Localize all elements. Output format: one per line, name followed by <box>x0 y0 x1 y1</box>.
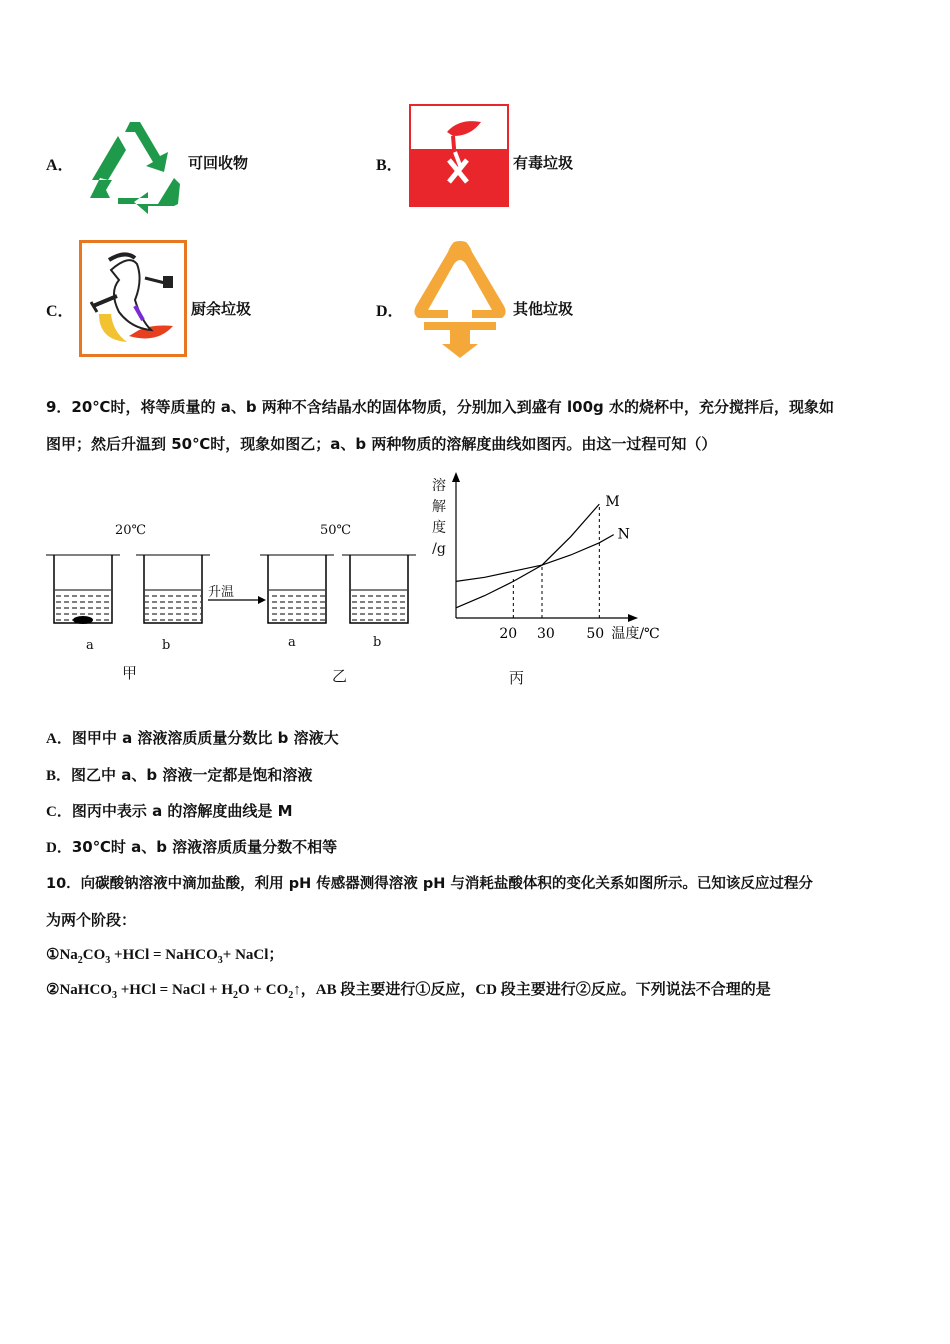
caption-yi: 乙 <box>332 667 348 685</box>
option-b-row[interactable] <box>376 104 676 214</box>
q10-line-2: 为两个阶段： <box>46 911 137 929</box>
beaker-label-b: b <box>162 638 171 653</box>
solubility-chart <box>425 470 660 690</box>
beaker-b-jia <box>136 555 210 623</box>
other-waste-icon <box>410 240 510 358</box>
option-letter: C． <box>46 804 72 820</box>
option-d-row[interactable] <box>376 240 676 360</box>
q9-option-b[interactable] <box>46 764 312 785</box>
option-letter: B． <box>376 157 403 174</box>
option-letter: C． <box>46 303 74 320</box>
option-text: 图丙中表示 a 的溶解度曲线是 M <box>71 802 293 820</box>
option-a-row[interactable] <box>46 108 346 218</box>
curve-label-N: N <box>617 526 630 543</box>
eq-part: O + CO <box>238 982 289 998</box>
option-letter: D． <box>376 303 404 320</box>
q10-equation-2 <box>46 978 771 1001</box>
option-letter: A． <box>46 731 72 747</box>
beaker-label-a: a <box>288 635 296 650</box>
eq-part: CO <box>82 947 106 963</box>
option-text: 图乙中 a、b 溶液一定都是饱和溶液 <box>71 766 313 784</box>
q10-line-1: 10．向碳酸钠溶液中滴加盐酸，利用 pH 传感器测得溶液 pH 与消耗盐酸体积的变化关系如图所示。已知该反应过程分 <box>46 876 813 892</box>
kitchen-waste-icon <box>79 240 187 357</box>
eq-part: ①Na <box>46 947 78 963</box>
eq-sub: 2 <box>233 990 239 1001</box>
eq-part: ↑，AB 段主要进行①反应，CD 段主要进行②反应。下列说法不合理的是 <box>293 982 771 998</box>
beaker-label-a: a <box>86 638 94 653</box>
q9-option-c[interactable] <box>46 800 293 821</box>
recycle-icon <box>78 116 188 212</box>
x-tick-label: 50 <box>586 626 605 642</box>
curve-M <box>456 504 599 608</box>
beaker-b-yi <box>342 555 416 623</box>
option-text: 图甲中 a 溶液溶质质量分数比 b 溶液大 <box>71 729 339 747</box>
beaker-a-jia <box>46 555 120 624</box>
x-axis-label: 温度/℃ <box>611 626 660 642</box>
curve-label-M: M <box>605 494 620 511</box>
caption-bing: 丙 <box>509 669 525 687</box>
option-text: 厨余垃圾 <box>191 300 252 318</box>
beaker-figure <box>40 515 420 690</box>
eq-part: +HCl = NaHCO <box>110 947 218 963</box>
toxic-waste-icon <box>409 104 509 207</box>
eq-sub: 3 <box>217 955 223 966</box>
y-axis-arrow <box>452 472 460 482</box>
q9-option-a[interactable] <box>46 727 339 748</box>
option-text: 可回收物 <box>188 154 249 172</box>
option-c-row[interactable] <box>46 240 346 360</box>
eq-sub: 3 <box>111 990 117 1001</box>
x-tick-label: 20 <box>499 626 518 642</box>
q9-line-2: 图甲；然后升温到 50℃时，现象如图乙；a、b 两种物质的溶解度曲线如图丙。由这一过程可知（） <box>46 435 717 453</box>
eq-sub: 2 <box>77 955 83 966</box>
option-letter: A． <box>46 157 74 174</box>
q9-line-1: 9．20℃时，将等质量的 a、b 两种不含结晶水的固体物质，分别加入到盛有 l00g 水的烧杯中，充分搅拌后，现象如 <box>46 398 834 416</box>
option-letter: B． <box>46 768 72 784</box>
q9-option-d[interactable] <box>46 836 337 857</box>
option-letter: D． <box>46 840 72 856</box>
x-axis-arrow <box>628 614 638 622</box>
q10-equation-1 <box>46 943 283 966</box>
y-axis-label-text: 溶 解 度 /g <box>432 478 446 557</box>
eq-part: +HCl = NaCl + H <box>116 982 234 998</box>
caption-jia: 甲 <box>122 664 138 682</box>
curve-N <box>456 535 614 582</box>
temp-label-50: 50℃ <box>320 523 352 538</box>
option-text: 其他垃圾 <box>513 300 574 318</box>
x-tick-label: 30 <box>537 626 555 642</box>
eq-part: ②NaHCO <box>46 982 112 998</box>
beaker-a-yi <box>260 555 334 623</box>
eq-sub: 3 <box>105 955 111 966</box>
option-text: 有毒垃圾 <box>513 154 574 172</box>
eq-sub: 2 <box>288 990 294 1001</box>
eq-part: + NaCl； <box>222 947 284 963</box>
temp-label-20: 20℃ <box>115 523 147 538</box>
beaker-label-b: b <box>373 635 382 650</box>
option-text: 30℃时 a、b 溶液溶质质量分数不相等 <box>71 838 338 856</box>
arrow-label: 升温 <box>208 585 235 600</box>
chart-plot <box>425 470 660 690</box>
